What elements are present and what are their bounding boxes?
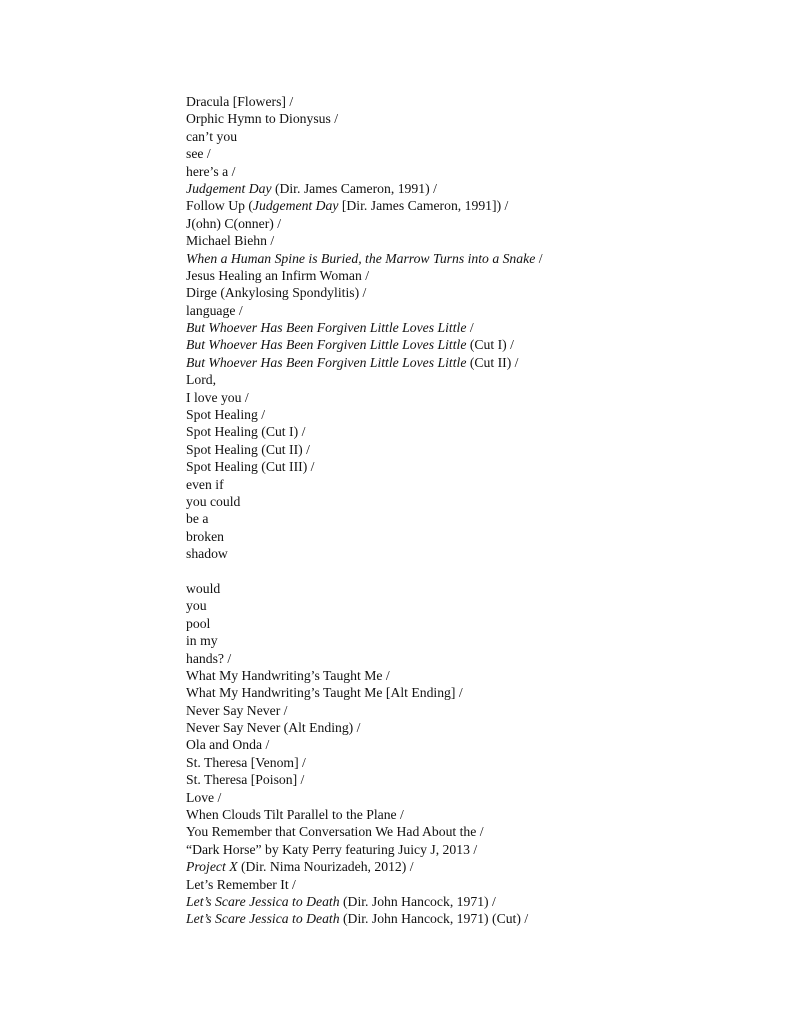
text-line (186, 580, 746, 597)
line-text: broken (186, 528, 225, 544)
italic-title-text: But Whoever Has Been Forgiven Little Loves Little (186, 320, 467, 336)
line-text: Love / (186, 789, 222, 805)
line-text: [Dir. James Cameron, 1991]) / (338, 198, 509, 214)
line-text: St. Theresa [Venom] / (186, 754, 306, 770)
text-line (186, 110, 746, 127)
line-text: / (535, 250, 543, 266)
blank-line (186, 563, 746, 580)
line-text: (Cut II) / (466, 354, 519, 370)
text-line (186, 93, 746, 110)
line-text: Dirge (Ankylosing Spondylitis) / (186, 285, 367, 301)
line-text: You Remember that Conversation We Had About the / (186, 824, 484, 840)
line-text: (Dir. John Hancock, 1971) / (339, 893, 496, 909)
line-text: in my (186, 633, 218, 649)
line-text: / (466, 320, 474, 336)
line-text: be a (186, 511, 209, 527)
italic-title-text: Judgement Day (186, 180, 272, 196)
text-line (186, 910, 746, 927)
line-text: Never Say Never / (186, 702, 288, 718)
text-line (186, 771, 746, 788)
text-line (186, 302, 746, 319)
line-text: Jesus Healing an Infirm Woman / (186, 267, 370, 283)
line-text: What My Handwriting’s Taught Me / (186, 667, 390, 683)
line-text: (Dir. James Cameron, 1991) / (271, 180, 437, 196)
line-text: Spot Healing / (186, 407, 266, 423)
line-text: When Clouds Tilt Parallel to the Plane / (186, 807, 404, 823)
text-line (186, 319, 746, 336)
text-line (186, 667, 746, 684)
text-line (186, 876, 746, 893)
italic-title-text: Judgement Day (252, 198, 339, 214)
text-line (186, 632, 746, 649)
line-text: hands? / (186, 650, 232, 666)
italic-title-text: Let’s Scare Jessica to Death (186, 893, 340, 909)
text-line (186, 371, 746, 388)
poem-text-block (186, 93, 746, 928)
text-line (186, 702, 746, 719)
line-text: Michael Biehn / (186, 233, 275, 249)
text-line (186, 510, 746, 527)
text-line (186, 841, 746, 858)
line-text: would (186, 580, 221, 596)
text-line (186, 823, 746, 840)
text-line (186, 789, 746, 806)
text-line (186, 267, 746, 284)
text-line (186, 684, 746, 701)
line-text: you (186, 598, 207, 614)
line-text: Never Say Never (Alt Ending) / (186, 720, 361, 736)
text-line (186, 250, 746, 267)
text-line (186, 354, 746, 371)
text-line (186, 493, 746, 510)
text-line (186, 441, 746, 458)
italic-title-text: But Whoever Has Been Forgiven Little Loves Little (186, 354, 467, 370)
text-line (186, 284, 746, 301)
text-line (186, 128, 746, 145)
line-text: here’s a / (186, 163, 236, 179)
text-line (186, 215, 746, 232)
italic-title-text: When a Human Spine is Buried, the Marrow Turns into a Snake (186, 250, 536, 266)
line-text: J(ohn) C(onner) / (186, 215, 282, 231)
text-line (186, 232, 746, 249)
line-text: (Dir. John Hancock, 1971) (Cut) / (339, 911, 529, 927)
line-text: Ola and Onda / (186, 737, 270, 753)
line-text: you could (186, 493, 241, 509)
line-text: Spot Healing (Cut III) / (186, 459, 315, 475)
line-text: Dracula [Flowers] / (186, 94, 294, 109)
line-text: Orphic Hymn to Dionysus / (186, 111, 339, 127)
line-text: St. Theresa [Poison] / (186, 772, 305, 788)
line-text: (Cut I) / (466, 337, 514, 353)
text-line (186, 476, 746, 493)
text-line (186, 180, 746, 197)
text-line (186, 893, 746, 910)
line-text: can’t you (186, 128, 238, 144)
line-text: (Dir. Nima Nourizadeh, 2012) / (237, 859, 414, 875)
italic-title-text: Let’s Scare Jessica to Death (186, 911, 340, 927)
text-line (186, 650, 746, 667)
text-line (186, 528, 746, 545)
text-line (186, 736, 746, 753)
text-line (186, 806, 746, 823)
italic-title-text: Project X (186, 859, 238, 875)
line-text: pool (186, 615, 211, 631)
line-text: even if (186, 476, 224, 492)
text-line (186, 406, 746, 423)
line-text: What My Handwriting’s Taught Me [Alt Ending] / (186, 685, 463, 701)
text-line (186, 163, 746, 180)
text-line (186, 336, 746, 353)
text-line (186, 545, 746, 562)
line-text: I love you / (186, 389, 249, 405)
italic-title-text: But Whoever Has Been Forgiven Little Loves Little (186, 337, 467, 353)
line-text: see / (186, 146, 211, 162)
line-text: language / (186, 302, 243, 318)
line-text: Follow Up ( (186, 198, 253, 214)
line-text: Spot Healing (Cut II) / (186, 441, 310, 457)
line-text: Lord, (186, 372, 217, 388)
text-line (186, 597, 746, 614)
text-line (186, 145, 746, 162)
text-line (186, 389, 746, 406)
text-line (186, 719, 746, 736)
text-line (186, 197, 746, 214)
text-line (186, 615, 746, 632)
line-text: shadow (186, 546, 228, 562)
text-line (186, 858, 746, 875)
line-text: “Dark Horse” by Katy Perry featuring Juicy J, 2013 / (186, 841, 478, 857)
text-line (186, 754, 746, 771)
line-text: Let’s Remember It / (186, 876, 296, 892)
text-line (186, 458, 746, 475)
line-text: Spot Healing (Cut I) / (186, 424, 306, 440)
text-line (186, 423, 746, 440)
